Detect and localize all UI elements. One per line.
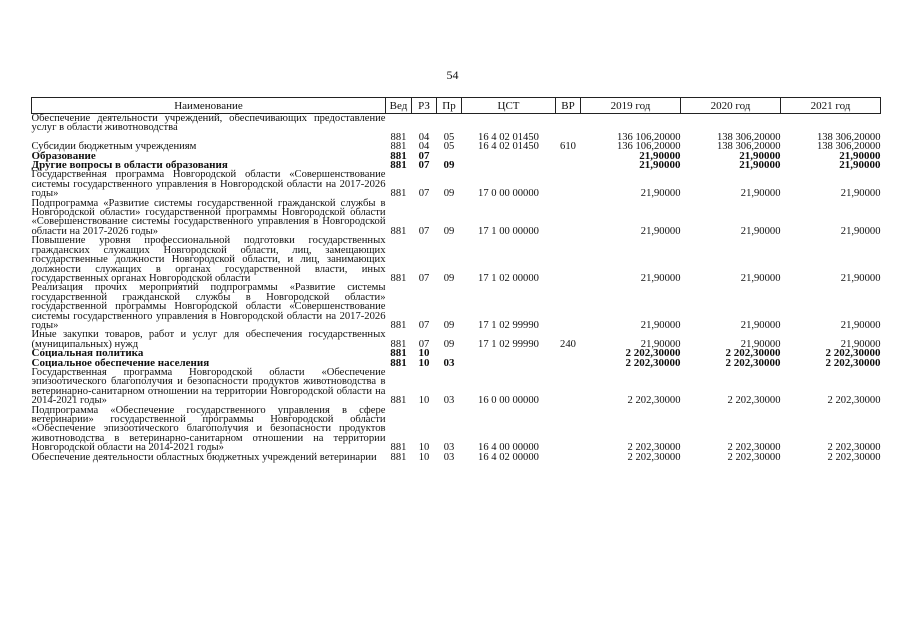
cell-y2020 <box>681 114 781 133</box>
cell-name: Повышение уровня профессиональной подготовки государственных гражданских служащих Новгородской области, лиц, замещающих государственные должности Новгородской области, и лиц, занимающих должности служащих в органах государственной власти, иных государственных органах Новгородской области <box>31 235 386 284</box>
cell-name: Подпрограмма «Развитие системы государственной гражданской службы в Новгородской области» государственной программы Новгородской области «Совершенствование системы государственного управления в Новгородской области на 2017-2026 годы» <box>31 197 386 237</box>
cell-vr <box>556 406 581 453</box>
cell-vr <box>556 236 581 283</box>
cell-pr: 09 <box>443 319 455 331</box>
cell-cst: 16 4 00 00000 <box>478 442 539 454</box>
cell-y2021: 2 202,30000 <box>825 347 881 360</box>
cell-y2019: 2 202,30000 <box>625 356 681 369</box>
cell-y2020: 2 202,30000 <box>725 347 781 360</box>
cell-name: Государственная программа Новгородской области «Совершенствование системы государственного управления в Новгородской области на 2017-2026 годы» <box>31 169 386 200</box>
cell-rz: 07 <box>418 338 430 350</box>
cell-y2019: 21,90000 <box>640 188 681 200</box>
cell-rz: 07 <box>418 272 430 284</box>
col-header-cst: ЦСТ <box>462 98 556 114</box>
cell-name: Социальное обеспечение населения <box>31 356 210 369</box>
cell-rz: 07 <box>418 319 430 331</box>
cell-ved: 881 <box>390 225 407 237</box>
cell-y2019 <box>581 114 681 133</box>
cell-rz: 07 <box>418 188 430 200</box>
cell-ved: 881 <box>390 272 407 284</box>
cell-rz: 10 <box>418 347 430 360</box>
cell-cst: 17 1 02 99990 <box>478 319 539 331</box>
cell-name: Обеспечение деятельности областных бюджетных учреждений ветеринарии <box>31 451 377 463</box>
cell-rz: 10 <box>418 451 430 463</box>
cell-y2019: 136 106,20000 <box>616 131 681 143</box>
cell-ved: 881 <box>390 395 407 407</box>
cell-ved: 881 <box>390 159 407 172</box>
cell-vr <box>556 359 581 368</box>
cell-name: Реализация прочих мероприятий подпрограммы «Развитие системы государственной гражданской службы в Новгородской области» государственной программы Новгородской области «Совершенствование системы государственного управления в Новгородской области на 2017-2026 годы» <box>31 282 386 331</box>
cell-pr: 03 <box>443 451 455 463</box>
cell-pr: 03 <box>443 442 455 454</box>
cell-y2019: 21,90000 <box>639 159 681 172</box>
cell-name: Иные закупки товаров, работ и услуг для обеспечения государственных (муниципальных) нужд <box>31 329 386 350</box>
cell-pr <box>437 114 462 133</box>
cell-y2020: 2 202,30000 <box>727 451 781 463</box>
cell-y2020: 2 202,30000 <box>727 442 781 454</box>
cell-y2021: 2 202,30000 <box>827 442 881 454</box>
cell-y2021 <box>781 114 881 133</box>
cell-ved: 881 <box>390 131 407 143</box>
cell-rz: 10 <box>418 395 430 407</box>
cell-pr: 09 <box>443 225 455 237</box>
cell-pr: 09 <box>443 159 455 172</box>
cell-vr <box>556 114 581 133</box>
cell-y2021: 2 202,30000 <box>825 356 881 369</box>
table-row <box>32 236 881 283</box>
cell-name: Обеспечение деятельности учреждений, обеспечивающих предоставление услуг в области животноводства <box>31 113 386 134</box>
table-body <box>32 114 881 463</box>
cell-y2021: 21,90000 <box>840 272 881 284</box>
cell-rz: 07 <box>418 225 430 237</box>
cell-vr <box>556 349 581 358</box>
cell-ved: 881 <box>390 338 407 350</box>
col-header-2021: 2021 год <box>781 98 881 114</box>
cell-y2019: 2 202,30000 <box>627 451 681 463</box>
cell-vr <box>556 161 581 170</box>
table-row <box>32 199 881 237</box>
cell-rz: 07 <box>418 159 430 172</box>
cell-cst <box>462 349 556 358</box>
cell-pr: 05 <box>443 141 455 153</box>
table-row <box>32 368 881 406</box>
cell-rz: 07 <box>418 149 430 162</box>
cell-rz: 04 <box>418 131 430 143</box>
cell-y2020: 21,90000 <box>739 149 781 162</box>
cell-rz: 10 <box>418 442 430 454</box>
cell-y2020: 21,90000 <box>740 338 781 350</box>
cell-ved: 881 <box>390 356 407 369</box>
cell-vr <box>556 283 581 330</box>
table-row <box>32 406 881 453</box>
cell-ved: 881 <box>390 451 407 463</box>
cell-pr: 03 <box>443 356 455 369</box>
cell-ved: 881 <box>390 319 407 331</box>
table-row <box>32 114 881 133</box>
cell-cst: 16 4 02 00000 <box>478 451 539 463</box>
cell-y2021: 2 202,30000 <box>827 395 881 407</box>
cell-y2020: 21,90000 <box>740 319 781 331</box>
cell-y2021: 21,90000 <box>839 159 881 172</box>
cell-name: Подпрограмма «Обеспечение государственного управления в сфере ветеринарии» государственной программы Новгородской области «Обеспечение эпизоотического благополучия и безопасности продуктов животноводства в ветеринарно-санитарном отношении на территории Новгородской области на 2014-2021 годы» <box>31 404 386 454</box>
cell-y2021: 138 306,20000 <box>816 131 881 143</box>
cell-ved <box>386 114 412 133</box>
cell-y2019: 21,90000 <box>640 319 681 331</box>
table-row <box>32 283 881 330</box>
table-header-row <box>32 98 881 114</box>
cell-cst <box>462 161 556 170</box>
cell-y2021: 21,90000 <box>840 225 881 237</box>
cell-rz: 04 <box>418 141 430 153</box>
cell-y2019: 136 106,20000 <box>616 141 681 153</box>
cell-cst: 17 1 02 99990 <box>478 338 539 350</box>
cell-name: Образование <box>31 149 96 162</box>
table-row <box>32 453 881 462</box>
cell-vr: 610 <box>560 141 576 153</box>
cell-ved: 881 <box>390 149 407 162</box>
col-header-2020: 2020 год <box>681 98 781 114</box>
cell-pr: 09 <box>443 188 455 200</box>
cell-cst <box>462 152 556 161</box>
cell-name: Другие вопросы в области образования <box>31 159 228 172</box>
cell-y2019: 21,90000 <box>640 272 681 284</box>
cell-cst: 16 4 02 01450 <box>478 131 539 143</box>
col-header-2019: 2019 год <box>581 98 681 114</box>
cell-rz <box>412 114 437 133</box>
cell-y2019: 21,90000 <box>640 225 681 237</box>
cell-y2020: 2 202,30000 <box>727 395 781 407</box>
col-header-rz: РЗ <box>412 98 437 114</box>
col-header-ved: Вед <box>386 98 412 114</box>
cell-name: Государственная программа Новгородской области «Обеспечение эпизоотического благополучия и безопасности продуктов животноводства в ветеринарно-санитарном отношении на территории Новгородской области на 2014-2021 годы» <box>31 366 386 407</box>
col-header-name: Наименование <box>32 98 386 114</box>
cell-pr: 09 <box>443 272 455 284</box>
cell-y2020: 138 306,20000 <box>716 141 781 153</box>
cell-cst: 17 0 00 00000 <box>478 188 539 200</box>
page-number: 54 <box>446 68 459 82</box>
cell-vr <box>556 368 581 406</box>
cell-y2019: 21,90000 <box>640 338 681 350</box>
cell-vr <box>556 170 581 198</box>
cell-vr <box>556 152 581 161</box>
cell-name: Социальная политика <box>31 347 144 360</box>
cell-vr <box>556 199 581 237</box>
cell-y2020: 2 202,30000 <box>725 356 781 369</box>
cell-y2019: 21,90000 <box>639 149 681 162</box>
cell-y2020: 21,90000 <box>740 188 781 200</box>
cell-y2020: 21,90000 <box>740 225 781 237</box>
cell-ved: 881 <box>390 141 407 153</box>
cell-cst <box>462 359 556 368</box>
cell-ved: 881 <box>390 442 407 454</box>
cell-y2020: 21,90000 <box>740 272 781 284</box>
cell-vr: 240 <box>560 338 576 350</box>
cell-vr <box>556 453 581 462</box>
cell-cst: 16 0 00 00000 <box>478 395 539 407</box>
cell-y2019: 2 202,30000 <box>627 442 681 454</box>
cell-cst <box>462 114 556 133</box>
table-row <box>32 170 881 198</box>
cell-name: Субсидии бюджетным учреждениям <box>31 141 197 153</box>
cell-cst: 17 1 02 00000 <box>478 272 539 284</box>
cell-y2020: 138 306,20000 <box>716 131 781 143</box>
cell-y2019: 2 202,30000 <box>625 347 681 360</box>
cell-y2021: 21,90000 <box>840 338 881 350</box>
cell-y2021: 2 202,30000 <box>827 451 881 463</box>
cell-cst: 16 4 02 01450 <box>478 141 539 153</box>
cell-rz: 10 <box>418 356 430 369</box>
cell-y2021: 138 306,20000 <box>816 141 881 153</box>
cell-y2020: 21,90000 <box>739 159 781 172</box>
cell-y2021: 21,90000 <box>840 188 881 200</box>
cell-y2021: 21,90000 <box>840 319 881 331</box>
cell-y2021: 21,90000 <box>839 149 881 162</box>
cell-pr: 05 <box>443 131 455 143</box>
cell-y2019: 2 202,30000 <box>627 395 681 407</box>
cell-cst: 17 1 00 00000 <box>478 225 539 237</box>
cell-pr: 03 <box>443 395 455 407</box>
cell-ved: 881 <box>390 347 407 360</box>
budget-table <box>31 97 881 462</box>
cell-ved: 881 <box>390 188 407 200</box>
col-header-vr: ВР <box>556 98 581 114</box>
col-header-pr: Пр <box>437 98 462 114</box>
cell-pr: 09 <box>443 338 455 350</box>
